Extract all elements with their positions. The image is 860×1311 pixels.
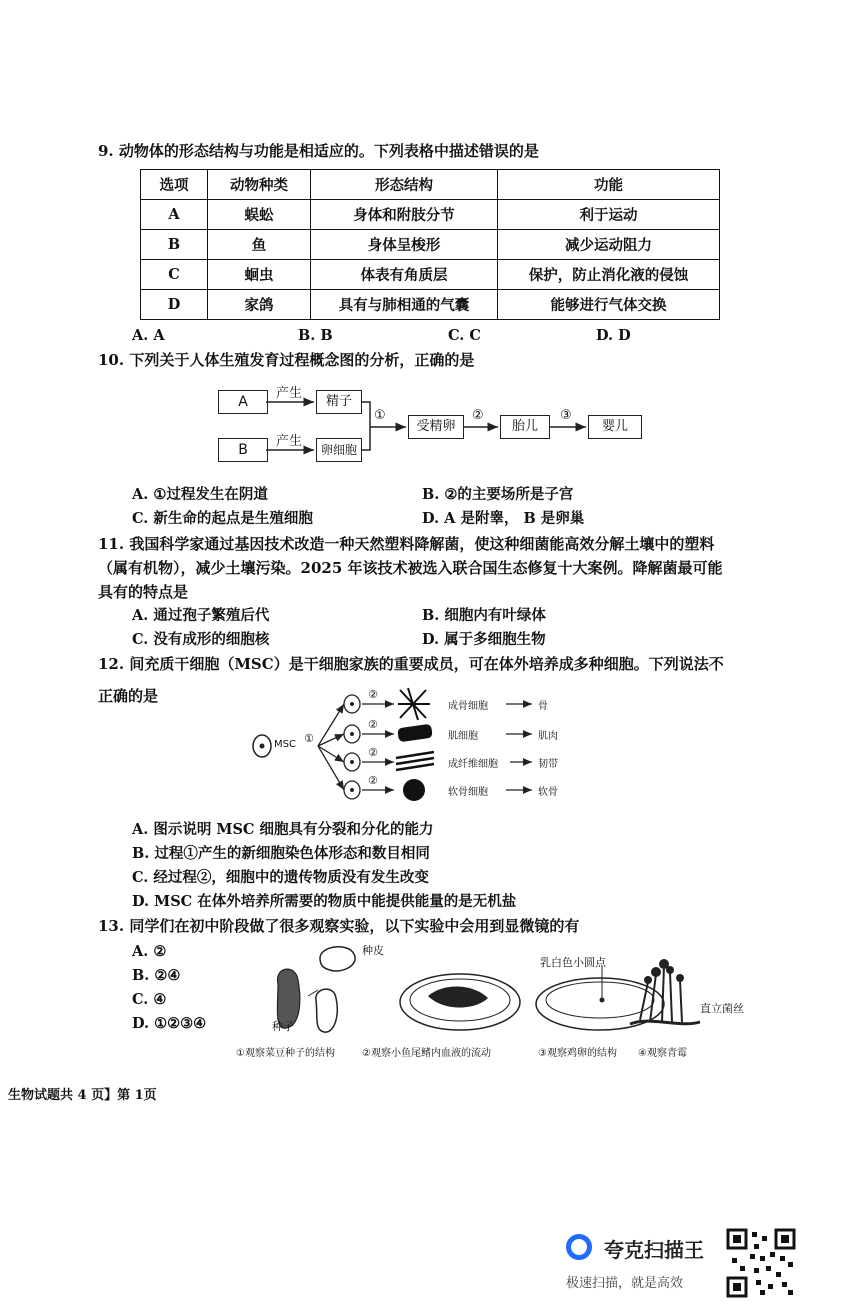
- q11-option-c: C. 没有成形的细胞核: [132, 631, 270, 648]
- label-yolk-dot: 乳白色小圆点: [540, 956, 606, 969]
- table-cell: 鱼: [208, 230, 311, 260]
- table-header-row: [141, 170, 720, 200]
- q13-option-b: B. ②④: [132, 967, 181, 984]
- msc-step-2-c: ②: [368, 746, 378, 759]
- step-1-label: ①: [374, 408, 386, 423]
- table-cell: 身体和附肢分节: [311, 200, 498, 230]
- table-cell: 身体呈梭形: [311, 230, 498, 260]
- produce-label-2: 产生: [276, 434, 303, 449]
- q10-option-d: D. A 是附睾， B 是卵巢: [422, 510, 585, 527]
- label-hyphae: 直立菌丝: [700, 1002, 744, 1015]
- q12-option-c: C. 经过程②，细胞中的遗传物质没有发生改变: [132, 869, 429, 886]
- q12-option-b: B. 过程①产生的新细胞染色体形态和数目相同: [132, 845, 430, 862]
- table-cell: D: [141, 290, 208, 320]
- produce-label-1: 产生: [276, 386, 303, 401]
- q13-option-d: D. ①②③④: [132, 1015, 207, 1032]
- caption-1: ①观察菜豆种子的结构: [236, 1048, 335, 1059]
- table-row: [141, 230, 720, 260]
- q12-option-d: D. MSC 在体外培养所需要的物质中能提供能量的是无机盐: [132, 893, 517, 910]
- cell-label-fibroblast: 成纤维细胞: [448, 759, 498, 770]
- table-header: 选项: [141, 170, 208, 200]
- egg-box: 卵细胞: [316, 438, 362, 462]
- msc-diagram: [248, 682, 588, 812]
- msc-step-2-d: ②: [368, 774, 378, 787]
- q11-option-d: D. 属于多细胞生物: [422, 631, 546, 648]
- q9-option-d: D. D: [596, 327, 631, 344]
- caption-3: ③观察鸡卵的结构: [538, 1048, 617, 1059]
- brand-name: 夸克扫描王: [604, 1238, 704, 1262]
- table-cell: 具有与肺相通的气囊: [311, 290, 498, 320]
- table-cell: 保护，防止消化液的侵蚀: [498, 260, 720, 290]
- q13-option-a: A. ②: [132, 943, 167, 960]
- q9-option-b: B. B: [298, 327, 333, 344]
- zygote-box: 受精卵: [408, 415, 464, 439]
- q10-option-a: A. ①过程发生在阴道: [132, 486, 268, 503]
- baby-box: 婴儿: [588, 415, 642, 439]
- table-row: [141, 290, 720, 320]
- fetus-box: 胎儿: [500, 415, 550, 439]
- cell-label-muscle: 肌细胞: [448, 731, 478, 742]
- table-cell: B: [141, 230, 208, 260]
- page-footer: 生物试题共 4 页】第 1页: [8, 1088, 157, 1103]
- table-header: 形态结构: [311, 170, 498, 200]
- table-row: [141, 260, 720, 290]
- q13-experiment-images: [230, 936, 790, 1036]
- table-header: 动物种类: [208, 170, 311, 200]
- brand-logo-icon: [566, 1234, 592, 1260]
- msc-diagram-art: [248, 682, 588, 812]
- table-cell: 蜈蚣: [208, 200, 311, 230]
- table-header: 功能: [498, 170, 720, 200]
- tissue-label-bone: 骨: [538, 701, 548, 712]
- q9-table: [140, 169, 720, 320]
- q13-stem: 13. 同学们在初中阶段做了很多观察实验，以下实验中会用到显微镜的有: [98, 917, 580, 935]
- table-cell: 蛔虫: [208, 260, 311, 290]
- table-row: [141, 200, 720, 230]
- sperm-box: 精子: [316, 390, 362, 414]
- caption-2: ②观察小鱼尾鳍内血液的流动: [362, 1048, 491, 1059]
- q10-stem: 10. 下列关于人体生殖发育过程概念图的分析，正确的是: [98, 351, 475, 369]
- reproduction-diagram: [210, 380, 660, 470]
- q11-option-b: B. 细胞内有叶绿体: [422, 607, 546, 624]
- msc-label: MSC: [274, 739, 296, 750]
- brand-slogan: 极速扫描，就是高效: [566, 1276, 684, 1291]
- table-cell: 体表有角质层: [311, 260, 498, 290]
- q10-option-b: B. ②的主要场所是子宫: [422, 486, 574, 503]
- q9-option-c: C. C: [448, 327, 481, 344]
- q12-option-a: A. 图示说明 MSC 细胞具有分裂和分化的能力: [132, 821, 434, 838]
- msc-step-2-a: ②: [368, 688, 378, 701]
- tissue-label-ligament: 韧带: [538, 759, 558, 770]
- qr-code-icon: [726, 1228, 796, 1298]
- step-2-label: ②: [472, 408, 484, 423]
- cell-label-chondrocyte: 软骨细胞: [448, 787, 488, 798]
- step-3-label: ③: [560, 408, 572, 423]
- q11-stem-line-3: 具有的特点是: [98, 583, 189, 601]
- table-cell: C: [141, 260, 208, 290]
- table-cell: 减少运动阻力: [498, 230, 720, 260]
- table-cell: 利于运动: [498, 200, 720, 230]
- table-cell: A: [141, 200, 208, 230]
- caption-4: ④观察青霉: [638, 1048, 687, 1059]
- msc-step-2-b: ②: [368, 718, 378, 731]
- label-seed-coat: 种皮: [362, 944, 384, 957]
- q9-stem: 9. 动物体的形态结构与功能是相适应的。下列表格中描述错误的是: [98, 142, 539, 160]
- box-a: A: [218, 390, 268, 414]
- q12-stem-line-1: 12. 间充质干细胞（MSC）是干细胞家族的重要成员，可在体外培养成多种细胞。下列说法不: [98, 655, 724, 673]
- tissue-label-cartilage: 软骨: [538, 787, 558, 798]
- box-b: B: [218, 438, 268, 462]
- q11-stem-line-2: （属有机物），减少土壤污染。2025 年该技术被选入联合国生态修复十大案例。降解菌最可能: [98, 559, 723, 577]
- q11-option-a: A. 通过孢子繁殖后代: [132, 607, 270, 624]
- label-seed: 种子: [272, 1020, 294, 1033]
- msc-step-1: ①: [304, 732, 314, 745]
- tissue-label-muscle: 肌肉: [538, 731, 558, 742]
- q13-option-c: C. ④: [132, 991, 167, 1008]
- table-cell: 家鸽: [208, 290, 311, 320]
- q11-stem-line-1: 11. 我国科学家通过基因技术改造一种天然塑料降解菌，使这种细菌能高效分解土壤中的塑料: [98, 535, 715, 553]
- q12-stem-line-2: 正确的是: [98, 687, 159, 705]
- q10-option-c: C. 新生命的起点是生殖细胞: [132, 510, 313, 527]
- table-cell: 能够进行气体交换: [498, 290, 720, 320]
- q9-option-a: A. A: [132, 327, 165, 344]
- cell-label-osteoblast: 成骨细胞: [448, 701, 488, 712]
